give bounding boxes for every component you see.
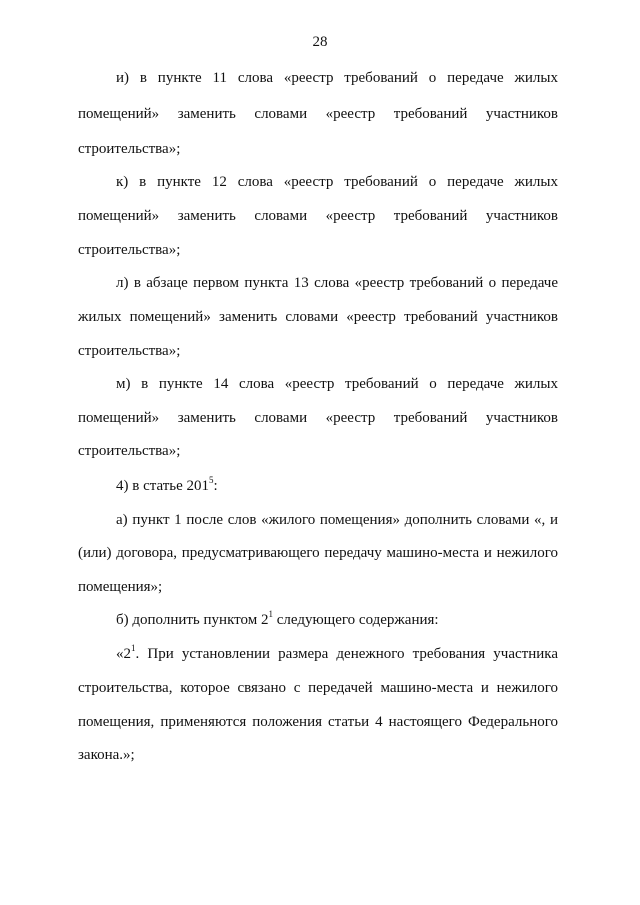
text-line bbox=[116, 644, 558, 664]
superscript: 5 bbox=[209, 475, 214, 485]
text-segment: . При установлении размера денежного требования участника bbox=[135, 646, 558, 662]
text-line: закона.»; bbox=[78, 747, 135, 763]
text-line: л) в абзаце первом пункта 13 слова «реестр требований о передаче bbox=[116, 275, 558, 291]
text-line: и) в пункте 11 слова «реестр требований о передаче жилых bbox=[116, 70, 558, 86]
text-line: строительства, которое связано с передачей машино-места и нежилого bbox=[78, 680, 558, 696]
text-line: к) в пункте 12 слова «реестр требований о передаче жилых bbox=[116, 174, 558, 190]
text-line: (или) договора, предусматривающего передачу машино-места и нежилого bbox=[78, 545, 558, 561]
text-line bbox=[116, 476, 558, 496]
text-segment: следующего содержания: bbox=[272, 612, 439, 628]
text-line: строительства»; bbox=[78, 141, 181, 157]
text-line: жилых помещений» заменить словами «реестр требований участников bbox=[78, 309, 558, 325]
text-line: строительства»; bbox=[78, 343, 181, 359]
text-line: м) в пункте 14 слова «реестр требований о передаче жилых bbox=[116, 376, 558, 392]
text-line bbox=[116, 610, 558, 630]
text-line: помещения»; bbox=[78, 579, 163, 595]
text-line: строительства»; bbox=[78, 242, 181, 258]
page-number: 28 bbox=[312, 34, 328, 50]
text-line: а) пункт 1 после слов «жилого помещения» дополнить словами «, и bbox=[116, 512, 558, 528]
text-line: помещений» заменить словами «реестр требований участников bbox=[78, 106, 558, 122]
superscript: 1 bbox=[268, 609, 273, 619]
text-line: помещений» заменить словами «реестр требований участников bbox=[78, 410, 558, 426]
text-segment: «2 bbox=[116, 646, 131, 662]
text-line: помещения, применяются положения статьи 4 настоящего Федерального bbox=[78, 714, 558, 730]
text-line: помещений» заменить словами «реестр требований участников bbox=[78, 208, 558, 224]
superscript: 1 bbox=[131, 643, 136, 653]
text-segment: 4) в статье 201 bbox=[116, 478, 210, 494]
text-segment: б) дополнить пунктом 2 bbox=[116, 612, 269, 628]
text-line: строительства»; bbox=[78, 443, 181, 459]
text-segment: : bbox=[213, 478, 218, 494]
